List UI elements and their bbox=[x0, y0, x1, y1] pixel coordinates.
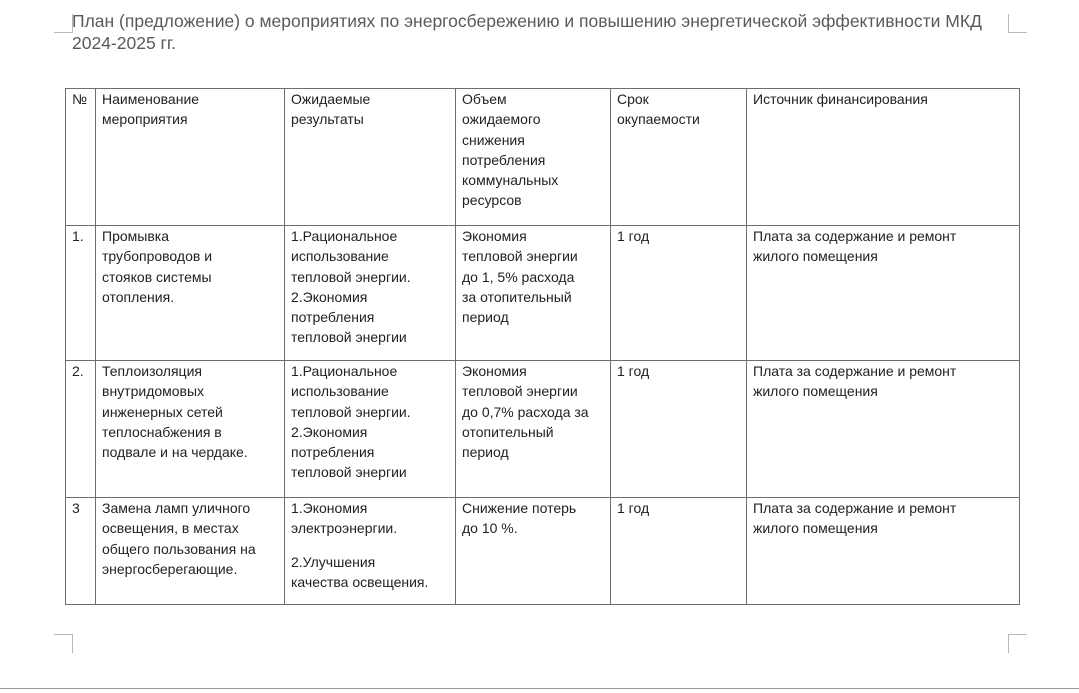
page-corner-mark-bottom-right bbox=[1008, 634, 1027, 653]
table-row bbox=[66, 498, 1020, 605]
header-expected-results[interactable]: Ожидаемые результаты bbox=[285, 89, 456, 226]
cell-number[interactable]: 1. bbox=[66, 226, 96, 361]
document-title[interactable]: План (предложение) о мероприятиях по энергосбережению и повышению энергетической эффективности МКД 2024-2025 гг. bbox=[72, 11, 982, 53]
cell-funding-source[interactable]: Плата за содержание и ремонт жилого помещения bbox=[747, 361, 1020, 498]
cell-number[interactable]: 3 bbox=[66, 498, 96, 605]
cell-measure-name[interactable]: Теплоизоляция внутридомовых инженерных сетей теплоснабжения в подвале и на чердаке. bbox=[96, 361, 285, 498]
header-measure-name[interactable]: Наименование мероприятия bbox=[96, 89, 285, 226]
table-row bbox=[66, 226, 1020, 361]
cell-expected-results[interactable]: 1.Рациональное использование тепловой энергии. 2.Экономия потребления тепловой энергии bbox=[285, 361, 456, 498]
cell-measure-name[interactable]: Промывка трубопроводов и стояков системы отопления. bbox=[96, 226, 285, 361]
cell-payback-period[interactable]: 1 год bbox=[611, 226, 747, 361]
cell-reduction-volume[interactable]: Экономия тепловой энергии до 1, 5% расхода за отопительный период bbox=[456, 226, 611, 361]
table-header-row bbox=[66, 89, 1020, 226]
cell-reduction-volume[interactable]: Экономия тепловой энергии до 0,7% расхода за отопительный период bbox=[456, 361, 611, 498]
cell-expected-results[interactable]: 1.Рациональное использование тепловой энергии. 2.Экономия потребления тепловой энергии bbox=[285, 226, 456, 361]
page-corner-mark-top-left bbox=[54, 14, 73, 33]
cell-payback-period[interactable]: 1 год bbox=[611, 361, 747, 498]
table-row bbox=[66, 361, 1020, 498]
cell-funding-source[interactable]: Плата за содержание и ремонт жилого помещения bbox=[747, 226, 1020, 361]
header-payback-period[interactable]: Срок окупаемости bbox=[611, 89, 747, 226]
cell-expected-results[interactable] bbox=[285, 498, 456, 605]
measures-table bbox=[65, 88, 1020, 605]
header-funding-source[interactable]: Источник финансирования bbox=[747, 89, 1020, 226]
cell-number[interactable]: 2. bbox=[66, 361, 96, 498]
cell-reduction-volume[interactable]: Снижение потерь до 10 %. bbox=[456, 498, 611, 605]
page-corner-mark-bottom-left bbox=[54, 634, 73, 653]
cell-measure-name[interactable]: Замена ламп уличного освещения, в местах общего пользования на энергосберегающие. bbox=[96, 498, 285, 605]
page-bottom-divider bbox=[0, 688, 1079, 689]
cell-payback-period[interactable]: 1 год bbox=[611, 498, 747, 605]
result-paragraph: 1.Экономия электроэнергии. bbox=[291, 500, 398, 537]
header-reduction-volume[interactable]: Объем ожидаемого снижения потребления коммунальных ресурсов bbox=[456, 89, 611, 226]
cell-funding-source[interactable]: Плата за содержание и ремонт жилого помещения bbox=[747, 498, 1020, 605]
header-number[interactable]: № bbox=[66, 89, 96, 226]
result-paragraph: 2.Улучшения качества освещения. bbox=[291, 553, 429, 590]
